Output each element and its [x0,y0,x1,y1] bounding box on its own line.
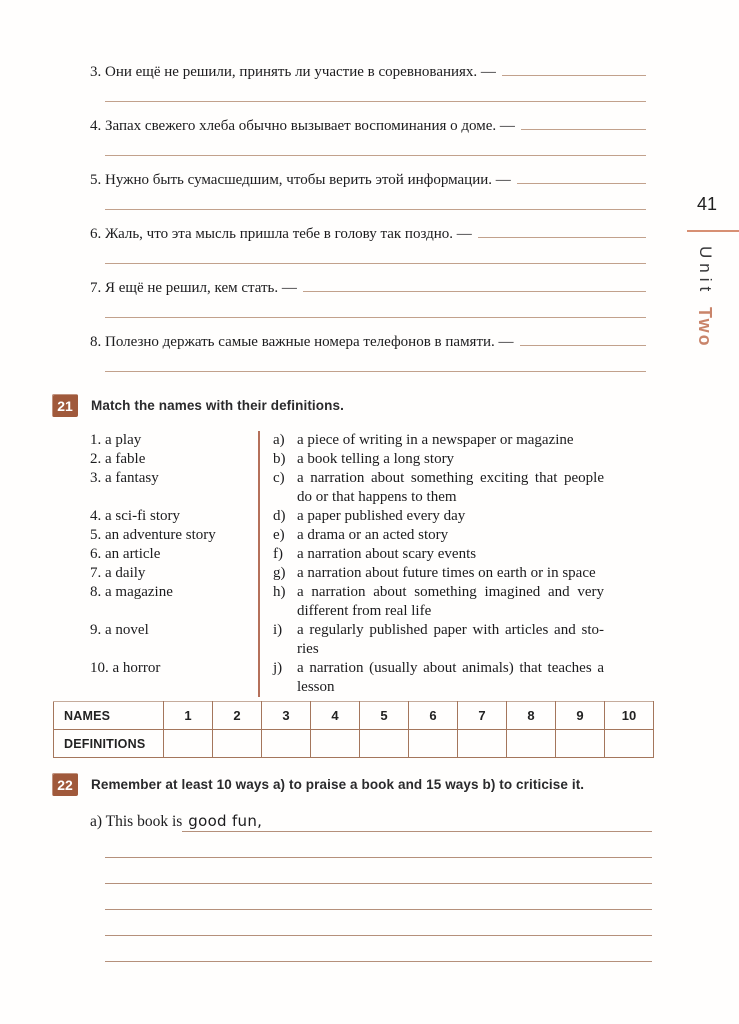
table-col-6: 6 [409,702,458,730]
match-definition [258,583,604,621]
match-term: 4. a sci-fi story [90,508,180,524]
table-col-5: 5 [360,702,409,730]
translation-item [90,224,646,264]
answer-line [520,332,646,346]
translation-item [90,332,646,372]
definition-text: a regularly published paper with articles and stories [297,622,604,657]
prompt-line [90,812,652,832]
match-row [90,545,652,564]
definition-letter: g) [273,565,286,581]
match-definition [258,621,604,659]
answers-table [53,701,654,758]
answer-line [105,936,652,962]
table-col-4: 4 [311,702,360,730]
matching-list [90,431,652,697]
definition-text: a narration about future times on earth or in space [297,565,596,581]
match-row [90,564,652,583]
translation-item [90,116,646,156]
answer-line [105,858,652,884]
match-row [90,450,652,469]
sentence-text: 8. Полезно держать самые важные номера телефонов в памяти. — [90,334,514,350]
definition-letter: f) [273,546,283,562]
exercise-21 [52,394,652,697]
unit-tab [694,246,715,347]
definition-text: a narration (usually about animals) that teaches a lesson [297,660,604,695]
sample-answer: good fun, [188,812,263,830]
table-col-1: 1 [164,702,213,730]
translation-exercise [90,62,646,386]
definition-letter: a) [273,432,285,448]
answer-line [105,136,646,156]
match-row [90,469,652,507]
answer-line [105,884,652,910]
definition-answer-cell [164,730,213,758]
translation-item [90,170,646,210]
definition-letter: j) [273,660,283,676]
match-definition [258,564,604,583]
answer-line [521,116,646,130]
definition-text: a piece of writing in a newspaper or magazine [297,432,574,448]
answer-line [502,62,646,76]
exercise-22-header [52,773,652,796]
definition-answer-cell [213,730,262,758]
exercise-number-badge: 22 [52,773,78,796]
definition-answer-cell [311,730,360,758]
table-col-3: 3 [262,702,311,730]
unit-name: Two [695,306,715,348]
match-term: 8. a magazine [90,584,173,600]
sentence-text: 6. Жаль, что эта мысль пришла тебе в голову так поздно. — [90,226,472,242]
sentence-text: 4. Запах свежего хлеба обычно вызывает воспоминания о доме. — [90,118,515,134]
definition-answer-cell [262,730,311,758]
definition-text: a narration about something imagined and very different from real life [297,584,604,619]
match-row [90,659,652,697]
exercise-instruction: Match the names with their definitions. [91,398,344,413]
sentence-text: 3. Они ещё не решили, принять ли участие в соревнованиях. — [90,64,496,80]
definition-answer-cell [507,730,556,758]
table-row-definitions [54,730,654,758]
sentence-text: 7. Я ещё не решил, кем стать. — [90,280,297,296]
match-term: 7. a daily [90,565,146,581]
match-term: 2. a fable [90,451,146,467]
match-row [90,507,652,526]
exercise-instruction: Remember at least 10 ways a) to praise a book and 15 ways b) to criticise it. [91,777,585,792]
definition-letter: i) [273,622,283,638]
exercise-21-header [52,394,652,417]
margin-rule [687,230,739,232]
page-number: 41 [697,194,718,214]
table-col-9: 9 [556,702,605,730]
match-row [90,526,652,545]
match-definition [258,659,604,697]
table-header-names: NAMES [54,702,164,730]
definition-text: a book telling a long story [297,451,455,467]
answer-line [105,352,646,372]
table-col-10: 10 [605,702,654,730]
translation-item [90,278,646,318]
definition-letter: e) [273,527,285,543]
match-definition [258,507,604,526]
table-col-2: 2 [213,702,262,730]
answer-line [105,298,646,318]
match-definition [258,450,604,469]
match-term: 10. a horror [90,660,161,676]
match-definition [258,526,604,545]
definition-answer-cell [605,730,654,758]
definition-text: a narration about scary events [297,546,477,562]
definition-text: a drama or an acted story [297,527,449,543]
match-row [90,583,652,621]
definition-answer-cell [409,730,458,758]
definition-letter: b) [273,451,286,467]
prompt-prefix: a) This book is [90,813,183,830]
answer-line [105,190,646,210]
match-term: 6. an article [90,546,161,562]
definition-answer-cell [458,730,507,758]
match-definition [258,469,604,507]
definition-text: a paper published every day [297,508,466,524]
exercise-22 [52,773,652,962]
exercise-number-badge: 21 [52,394,78,417]
definition-text: a narration about something exciting that people do or that happens to them [297,470,604,505]
writing-lines [105,832,652,962]
match-definition [258,431,604,450]
answer-line [105,82,646,102]
definition-answer-cell [556,730,605,758]
definition-answer-cell [360,730,409,758]
match-row [90,431,652,450]
answer-line [478,224,646,238]
answer-line [105,832,652,858]
table-row-names [54,702,654,730]
table-col-8: 8 [507,702,556,730]
definition-letter: h) [273,584,286,600]
definition-letter: c) [273,470,285,486]
table-col-7: 7 [458,702,507,730]
match-term: 3. a fantasy [90,470,159,486]
definition-letter: d) [273,508,286,524]
sentence-text: 5. Нужно быть сумасшедшим, чтобы верить этой информации. — [90,172,511,188]
match-row [90,621,652,659]
match-definition [258,545,604,564]
answer-line [303,278,646,292]
match-term: 1. a play [90,432,142,448]
match-term: 5. an adventure story [90,527,216,543]
answer-line [105,244,646,264]
answer-line [105,910,652,936]
unit-label: Unit [696,246,715,297]
answer-line [182,812,652,832]
table-header-definitions: DEFINITIONS [54,730,164,758]
match-term: 9. a novel [90,622,149,638]
translation-item [90,62,646,102]
answer-line [517,170,646,184]
